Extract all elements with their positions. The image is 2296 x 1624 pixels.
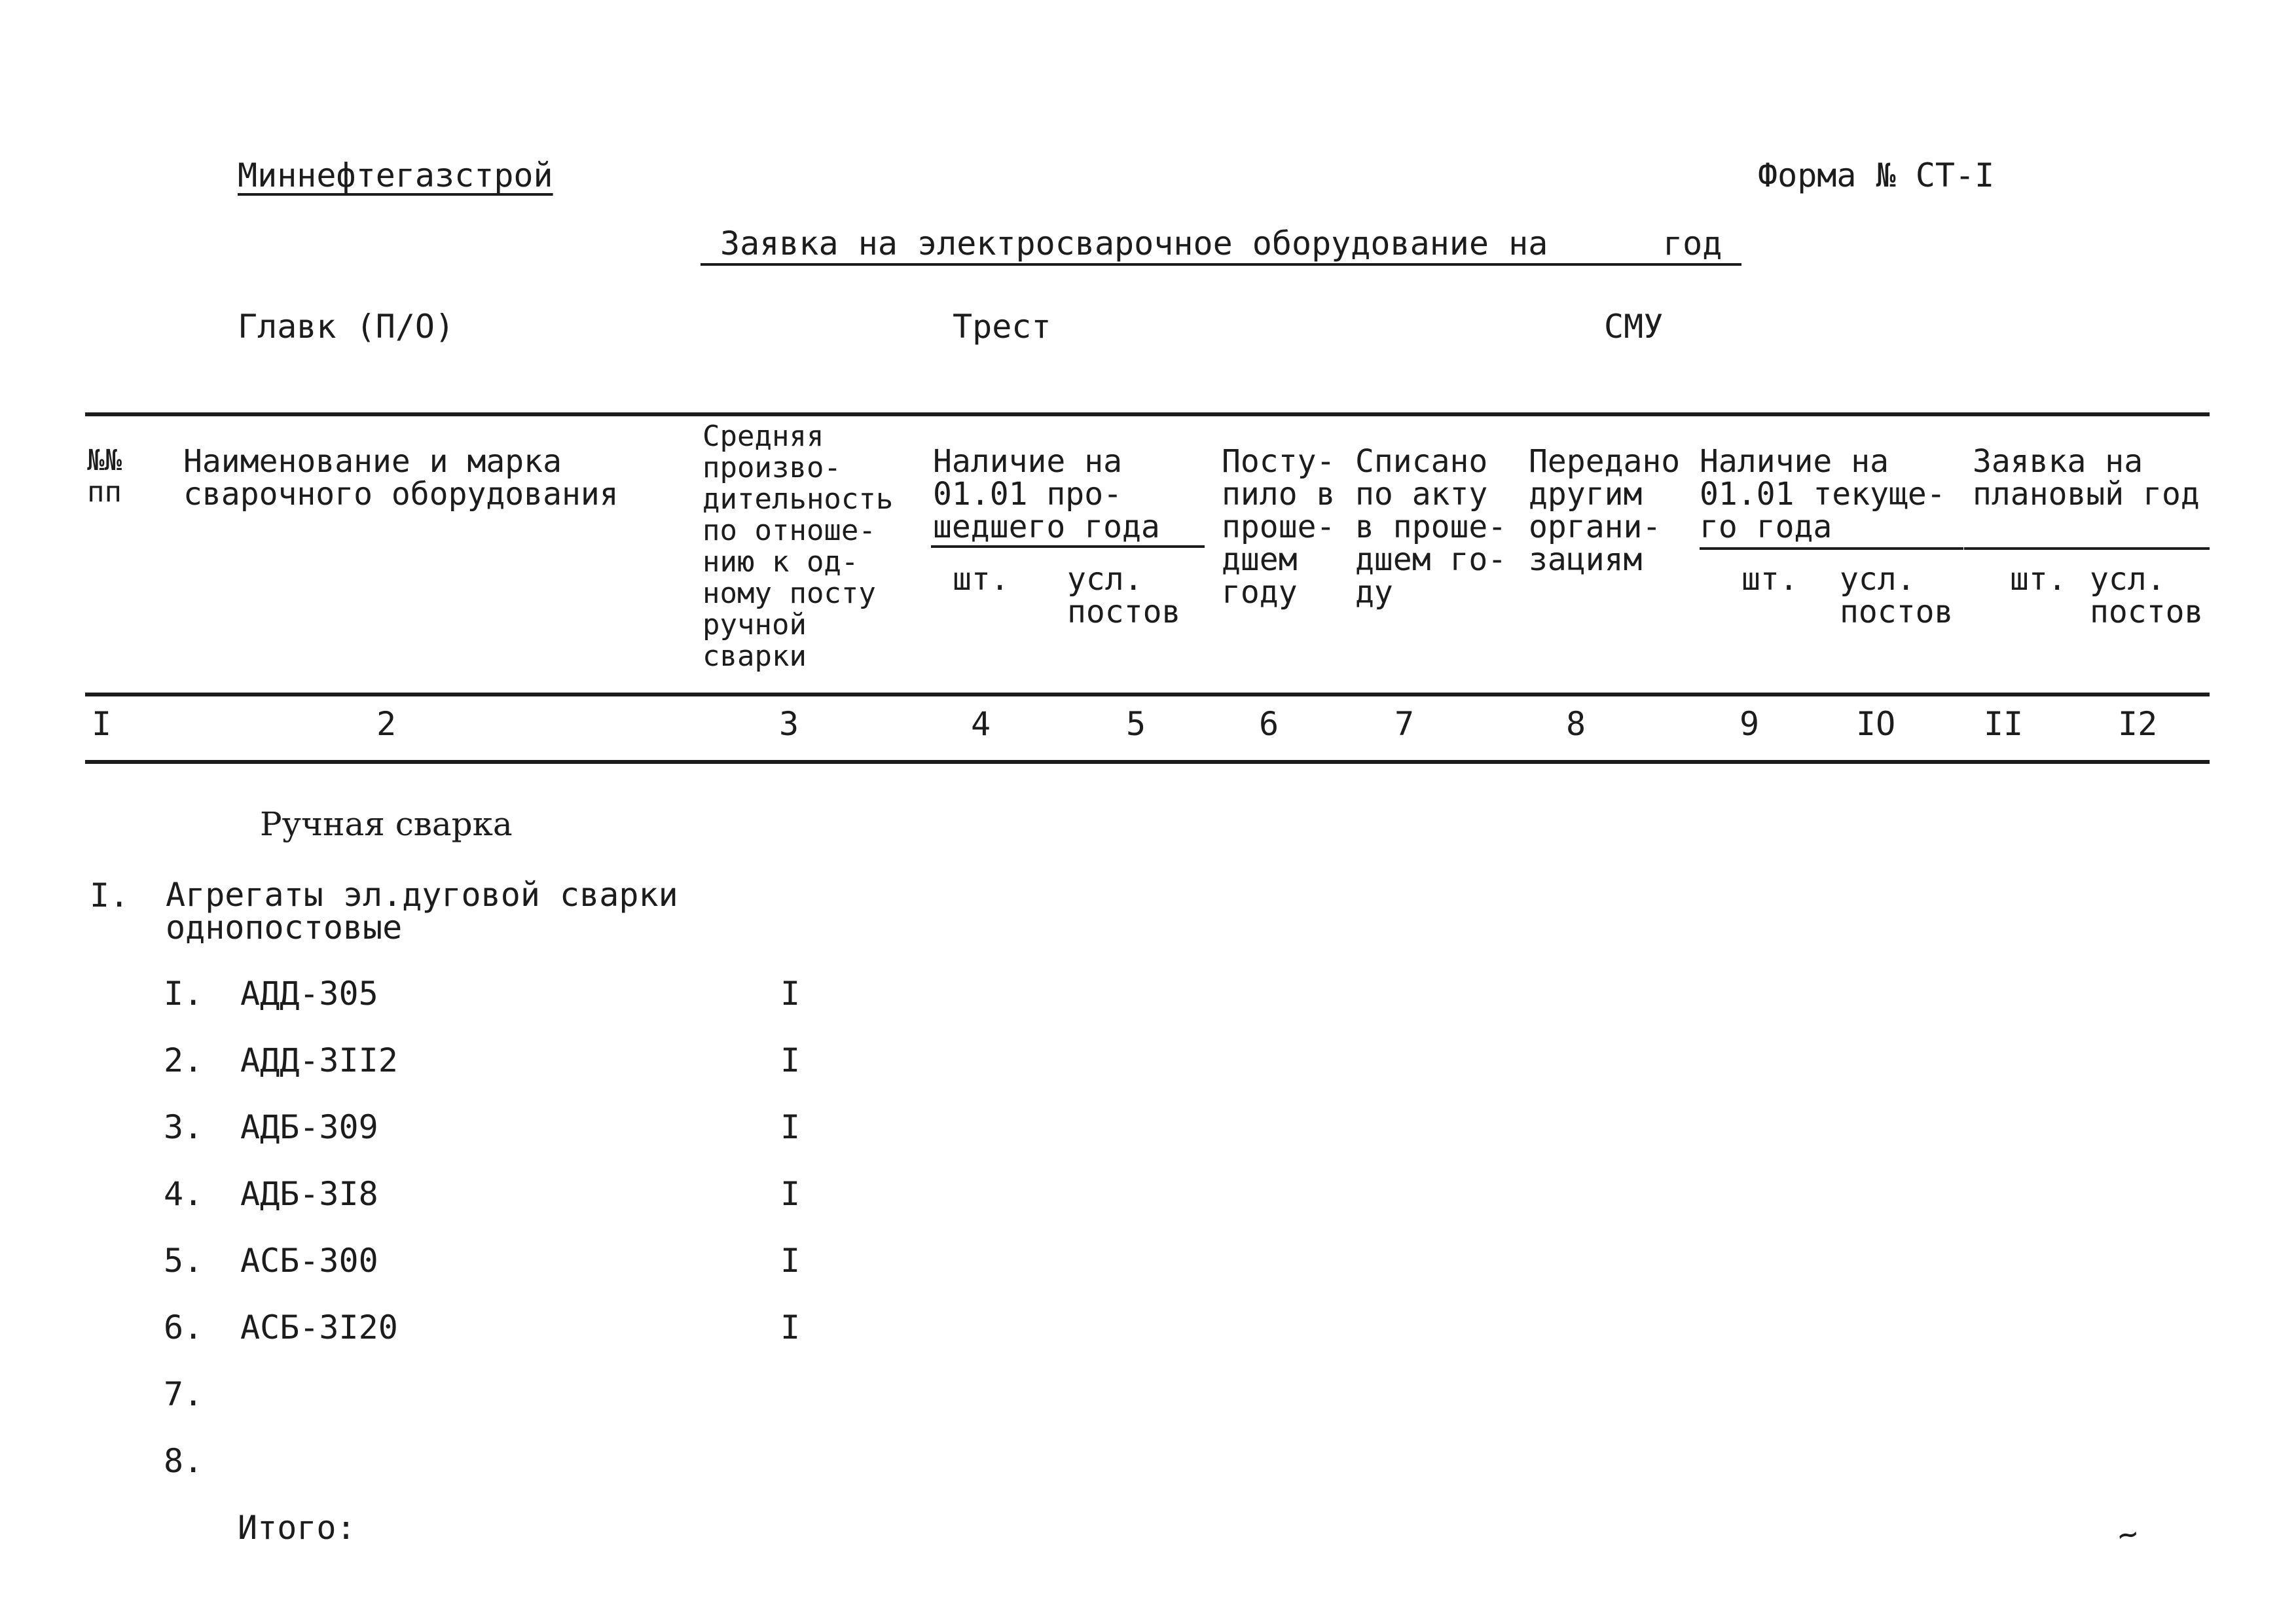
row-value: I [780,1041,801,1079]
table-top-rule [85,412,2210,416]
col-prev-posts-header: усл. постов [1067,561,1181,630]
col-name-header: Наименование и марка сварочного оборудования [183,443,619,513]
col-index-8: 8 [1566,705,1586,743]
col-current-year-group-header: Наличие на 01.01 текуще- го года [1700,443,1946,545]
col-index-2: 2 [376,705,397,743]
row-number: 2. [164,1041,204,1079]
col-index-3: 3 [779,705,799,743]
col-number-header: №№ пп [87,444,122,509]
smu-label: СМУ [1604,308,1664,346]
row-name: АДБ-3I8 [240,1175,378,1213]
col-productivity-header: Средняя произво- дительность по отноше- нию к од- ному посту ручной сварки [702,420,894,673]
document-title: Заявка на электросварочное оборудование на [720,225,1548,262]
document-title-year: год [1663,225,1722,262]
row-name: АДД-305 [240,975,378,1013]
row-number: 8. [164,1442,204,1480]
row-number: 6. [164,1308,204,1346]
row-number: 3. [164,1108,204,1146]
row-value: I [780,1108,801,1146]
current-year-group-rule [1700,547,1963,550]
row-name: АДБ-309 [240,1108,378,1146]
col-index-12: I2 [2118,705,2158,743]
row-value: I [780,1175,801,1213]
row-number: 7. [164,1375,204,1413]
group-number: I. [90,876,130,914]
col-written-off-header: Списано по акту в проше- дшем го- ду [1355,443,1507,611]
col-index-5: 5 [1126,705,1146,743]
request-group-rule [1964,547,2210,550]
col-index-11: II [1984,705,2024,743]
group-name: Агрегаты эл.дуговой сварки однопостовые [166,876,678,947]
col-index-1: I [92,705,112,743]
column-numbers-bottom-rule [85,760,2210,764]
col-index-4: 4 [971,705,991,743]
col-index-9: 9 [1740,705,1760,743]
row-name: АДД-3II2 [240,1041,398,1079]
col-current-posts-header: усл. постов [1840,561,1954,630]
col-prev-year-group-header: Наличие на 01.01 про- шедшего года [933,443,1160,545]
row-value: I [780,1308,801,1346]
row-number: 4. [164,1175,204,1213]
row-value: I [780,975,801,1013]
title-underline [701,263,1741,266]
row-number: 5. [164,1242,204,1280]
col-index-10: IO [1856,705,1896,743]
col-request-group-header: Заявка на плановый год [1973,443,2200,513]
row-name: АСБ-3I20 [240,1308,398,1346]
row-number: I. [164,975,204,1013]
page-mark: ~ [2115,1513,2141,1555]
glavk-label: Главк (П/О) [238,308,455,346]
col-index-6: 6 [1259,705,1279,743]
form-number: Форма № СТ-I [1758,156,1995,194]
total-label: Итого: [238,1509,356,1547]
row-value: I [780,1242,801,1280]
col-received-header: Посту- пило в проше- дшем году [1222,443,1336,611]
col-index-7: 7 [1394,705,1415,743]
section-title: Ручная сварка [260,805,513,843]
col-prev-pcs-header: шт. [953,561,1010,598]
ministry-label: Миннефтегазстрой [238,156,553,194]
header-bottom-rule [85,693,2210,696]
col-transferred-header: Передано другим органи- зациям [1529,443,1681,578]
trust-label: Трест [953,308,1051,346]
col-current-pcs-header: шт. [1741,561,1798,598]
prev-year-group-rule [931,545,1205,548]
col-request-posts-header: усл. постов [2090,561,2204,630]
col-request-pcs-header: шт. [2010,561,2067,598]
row-name: АСБ-300 [240,1242,378,1280]
